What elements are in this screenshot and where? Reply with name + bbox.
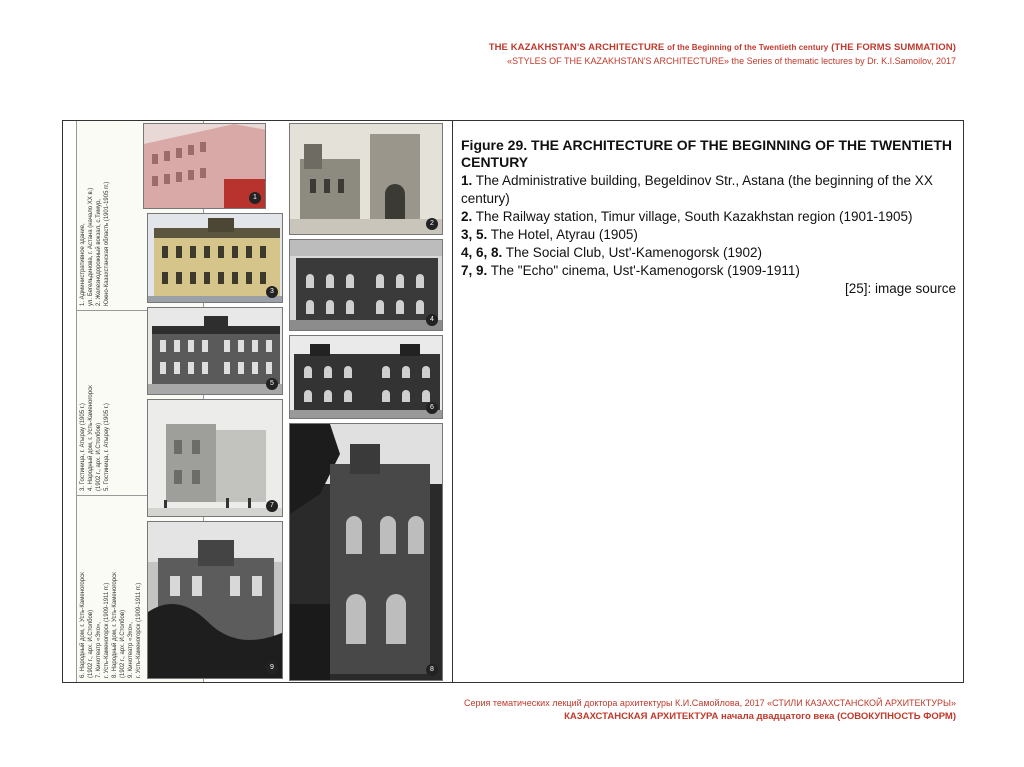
item-text: The Railway station, Timur village, South Kazakhstan region (1901-1905) <box>475 209 913 224</box>
photo-5-image <box>148 308 283 395</box>
item-text: The Social Club, Ust'-Kamenogorsk (1902) <box>505 245 762 260</box>
caption-text-1: 1. Административное здание, ул. Бегельдинова, г. Астана (начало XX в.) 2. Железнодорожный вокзал, с.Тимур, Южно-Казахстанская область (1901-1905 гг.) <box>80 181 110 306</box>
header-title <box>489 42 956 53</box>
photo-9 <box>147 521 283 679</box>
caption-text-2: 3. Гостиница, г. Атырау (1905 г.) 4. Народный дом, г. Усть-Каменогорск (1902 г., арх. И.Столбов) 5. Гостиница, г. Атырау (1905 г.) <box>80 385 110 491</box>
photo-number-9: 9 <box>266 662 278 674</box>
item-number: 3, 5. <box>461 227 488 242</box>
header-title-main: THE KAZAKHSTAN'S ARCHITECTURE <box>488 42 665 53</box>
caption-text-3: 6. Народный дом, г. Усть-Каменогорск (1902 г., арх. И.Столбов) 7. Кинотеатр «Эхо», г. Усть-Каменогорск (1909-1911 гг.) 8. Народный дом, г. Усть-Каменогорск (1902 г., арх. И.Столбов) 9. Кинотеатр «Эхо», г. Усть-Каменогорск (1909-1911 гг.) <box>80 572 142 678</box>
item-number: 2. <box>461 209 473 224</box>
figure-text-panel <box>452 121 964 682</box>
header-title-sub: of the Beginning of the Twentieth century <box>667 43 829 52</box>
slide-footer <box>464 698 956 722</box>
photo-6 <box>289 335 443 419</box>
figure-item <box>461 208 956 226</box>
figure-item <box>461 226 956 244</box>
photo-9-image <box>148 522 283 679</box>
photo-number-3: 3 <box>266 286 278 298</box>
photo-number-1: 1 <box>249 192 261 204</box>
figure-frame <box>62 120 964 683</box>
photo-number-5: 5 <box>266 378 278 390</box>
photo-8-image <box>290 424 443 681</box>
photo-3 <box>147 213 283 303</box>
photo-2 <box>289 123 443 235</box>
photo-7 <box>147 399 283 517</box>
figure-items-list <box>461 172 956 280</box>
slide-header <box>489 42 956 66</box>
footer-line-2: КАЗАХСТАНСКАЯ АРХИТЕКТУРА начала двадцатого века (СОВОКУПНОСТЬ ФОРМ) <box>564 711 956 722</box>
photo-1 <box>143 123 266 209</box>
item-number: 7, 9. <box>461 263 488 278</box>
figure-title: Figure 29. THE ARCHITECTURE OF THE BEGINNING OF THE TWENTIETH CENTURY <box>461 137 953 170</box>
header-subtitle: «STYLES OF THE KAZAKHSTAN'S ARCHITECTURE» the Series of thematic lectures by Dr. K.I.Samoilov, 2017 <box>507 56 956 66</box>
photo-number-2: 2 <box>426 218 438 230</box>
photo-2-image <box>290 124 443 235</box>
figure-item <box>461 172 956 208</box>
item-number: 1. <box>461 173 473 188</box>
photo-number-4: 4 <box>426 314 438 326</box>
item-text: The Hotel, Atyrau (1905) <box>490 227 638 242</box>
photo-1-image <box>144 124 266 209</box>
figure-item <box>461 262 956 280</box>
image-source-note: [25]: image source <box>844 281 956 296</box>
photo-number-7: 7 <box>266 500 278 512</box>
photo-4 <box>289 239 443 331</box>
item-text: The Administrative building, Begeldinov Str., Astana (the beginning of the XX century) <box>461 173 933 206</box>
photo-6-image <box>290 336 443 419</box>
footer-line-1: Серия тематических лекций доктора архитектуры К.И.Самойлова, 2017 «СТИЛИ КАЗАХСТАНСКОЙ АРХИТЕКТУРЫ» <box>463 698 956 708</box>
item-text: The "Echo" cinema, Ust'-Kamenogorsk (1909-1911) <box>490 263 800 278</box>
photo-3-image <box>148 214 283 303</box>
photo-number-6: 6 <box>426 402 438 414</box>
photo-4-image <box>290 240 443 331</box>
photo-8 <box>289 423 443 681</box>
photo-number-8: 8 <box>426 664 438 676</box>
figure-item <box>461 244 956 262</box>
item-number: 4, 6, 8. <box>461 245 503 260</box>
header-title-end: (THE FORMS SUMMATION) <box>831 42 956 53</box>
photo-5 <box>147 307 283 395</box>
photo-7-image <box>148 400 283 517</box>
